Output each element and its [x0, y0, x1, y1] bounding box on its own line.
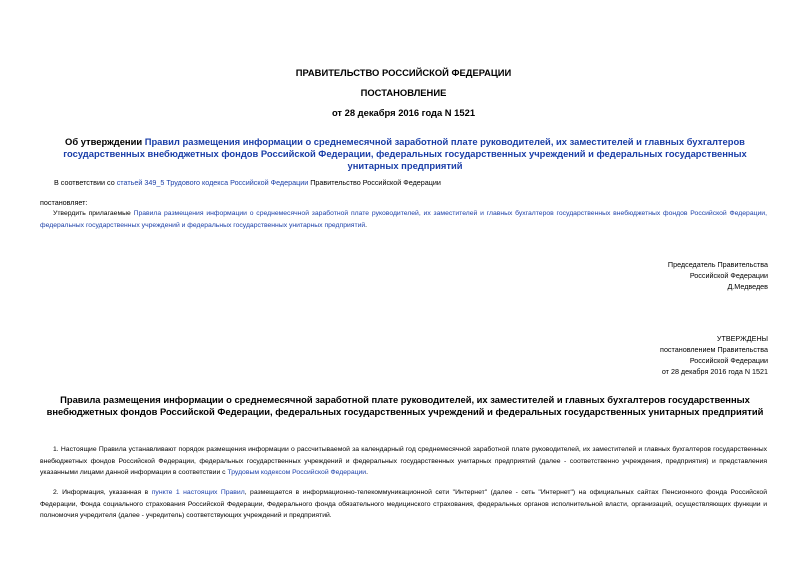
title-prefix: Об утверждении	[65, 136, 145, 147]
approved-label: УТВЕРЖДЕНЫ	[716, 334, 768, 343]
paragraph-2-text-2: , размещается в информационно-телекоммуникационной сети "Интернет" (далее - сеть "Интернет") на официальных сайтах Пенсионного фонда Российской Федерации, Фонда социального страхования Российской Федерации, Федерального фонда обязательного медицинского страхования, федеральных органов исполнительной власти, организаций, осуществляющих функции и полномочия учредителя (далее - учредитель) соответствующих учреждений и предприятий.	[40, 489, 767, 519]
preamble-text: В соответствии со	[54, 178, 117, 187]
document-date-number: от 28 декабря 2016 года N 1521	[331, 107, 476, 118]
approve-paragraph	[40, 208, 767, 231]
paragraph-1-end: .	[366, 469, 368, 476]
document-type: ПОСТАНОВЛЕНИЕ	[360, 87, 447, 98]
signature-name: Д.Медведев	[727, 282, 768, 291]
document-title	[40, 136, 770, 172]
approved-block	[500, 333, 768, 377]
paragraph-2	[40, 487, 767, 522]
paragraph-2-text: 2. Информация, указанная в	[53, 489, 152, 496]
approve-prefix: Утвердить прилагаемые	[53, 210, 134, 217]
approved-date: от 28 декабря 2016 года N 1521	[661, 367, 768, 376]
signature-country: Российской Федерации	[689, 271, 768, 280]
title-rules-link[interactable]: Правил размещения информации о среднемесячной заработной плате руководителей, их заместителей и главных бухгалтеров государственных внебюджетных фондов Российской Федерации, федеральных государственных учреждений и федеральных государственных унитарных предприятий	[63, 136, 747, 171]
approved-country: Российской Федерации	[689, 356, 768, 365]
rules-point-1-link[interactable]: пункте 1 настоящих Правил	[151, 489, 245, 496]
decides-text: постановляет:	[40, 198, 88, 207]
approved-by: постановлением Правительства	[660, 345, 768, 354]
approve-suffix: .	[365, 221, 368, 229]
signature-block	[500, 259, 768, 292]
signature-position: Председатель Правительства	[667, 260, 768, 269]
preamble	[54, 177, 774, 188]
approve-rules-link[interactable]: Правила размещения информации о среднемесячной заработной плате руководителей, их заместителей и главных бухгалтеров государственных внебюджетных фондов Российской Федерации, федеральных государственных учреждений и федеральных государственных унитарных предприятий	[40, 210, 767, 229]
government-heading: ПРАВИТЕЛЬСТВО РОССИЙСКОЙ ФЕДЕРАЦИИ	[295, 67, 512, 78]
labor-code-article-link[interactable]: статьей 349_5 Трудового кодекса Российской Федерации	[116, 178, 309, 187]
rules-title: Правила размещения информации о среднемесячной заработной плате руководителей, их заместителей и главных бухгалтеров государственных внебюджетных фондов Российской Федерации, федеральных государственных учреждений и федеральных государственных унитарных предприятий	[46, 394, 764, 417]
paragraph-1	[40, 444, 767, 479]
labor-code-link[interactable]: Трудовым кодексом Российской Федерации	[227, 469, 367, 476]
paragraph-1-text: 1. Настоящие Правила устанавливают порядок размещения информации о рассчитываемой за календарный год среднемесячной заработной плате руководителей, их заместителей и главных бухгалтеров государственных внебюджетных фондов Российской Федерации, федеральных государственных учреждений и федеральных государственных унитарных предприятий (далее - соответственно учреждения, предприятия) и представления указанными лицами данной информации в соответствии с	[40, 446, 767, 476]
preamble-text-2: Правительство Российской Федерации	[308, 178, 441, 187]
